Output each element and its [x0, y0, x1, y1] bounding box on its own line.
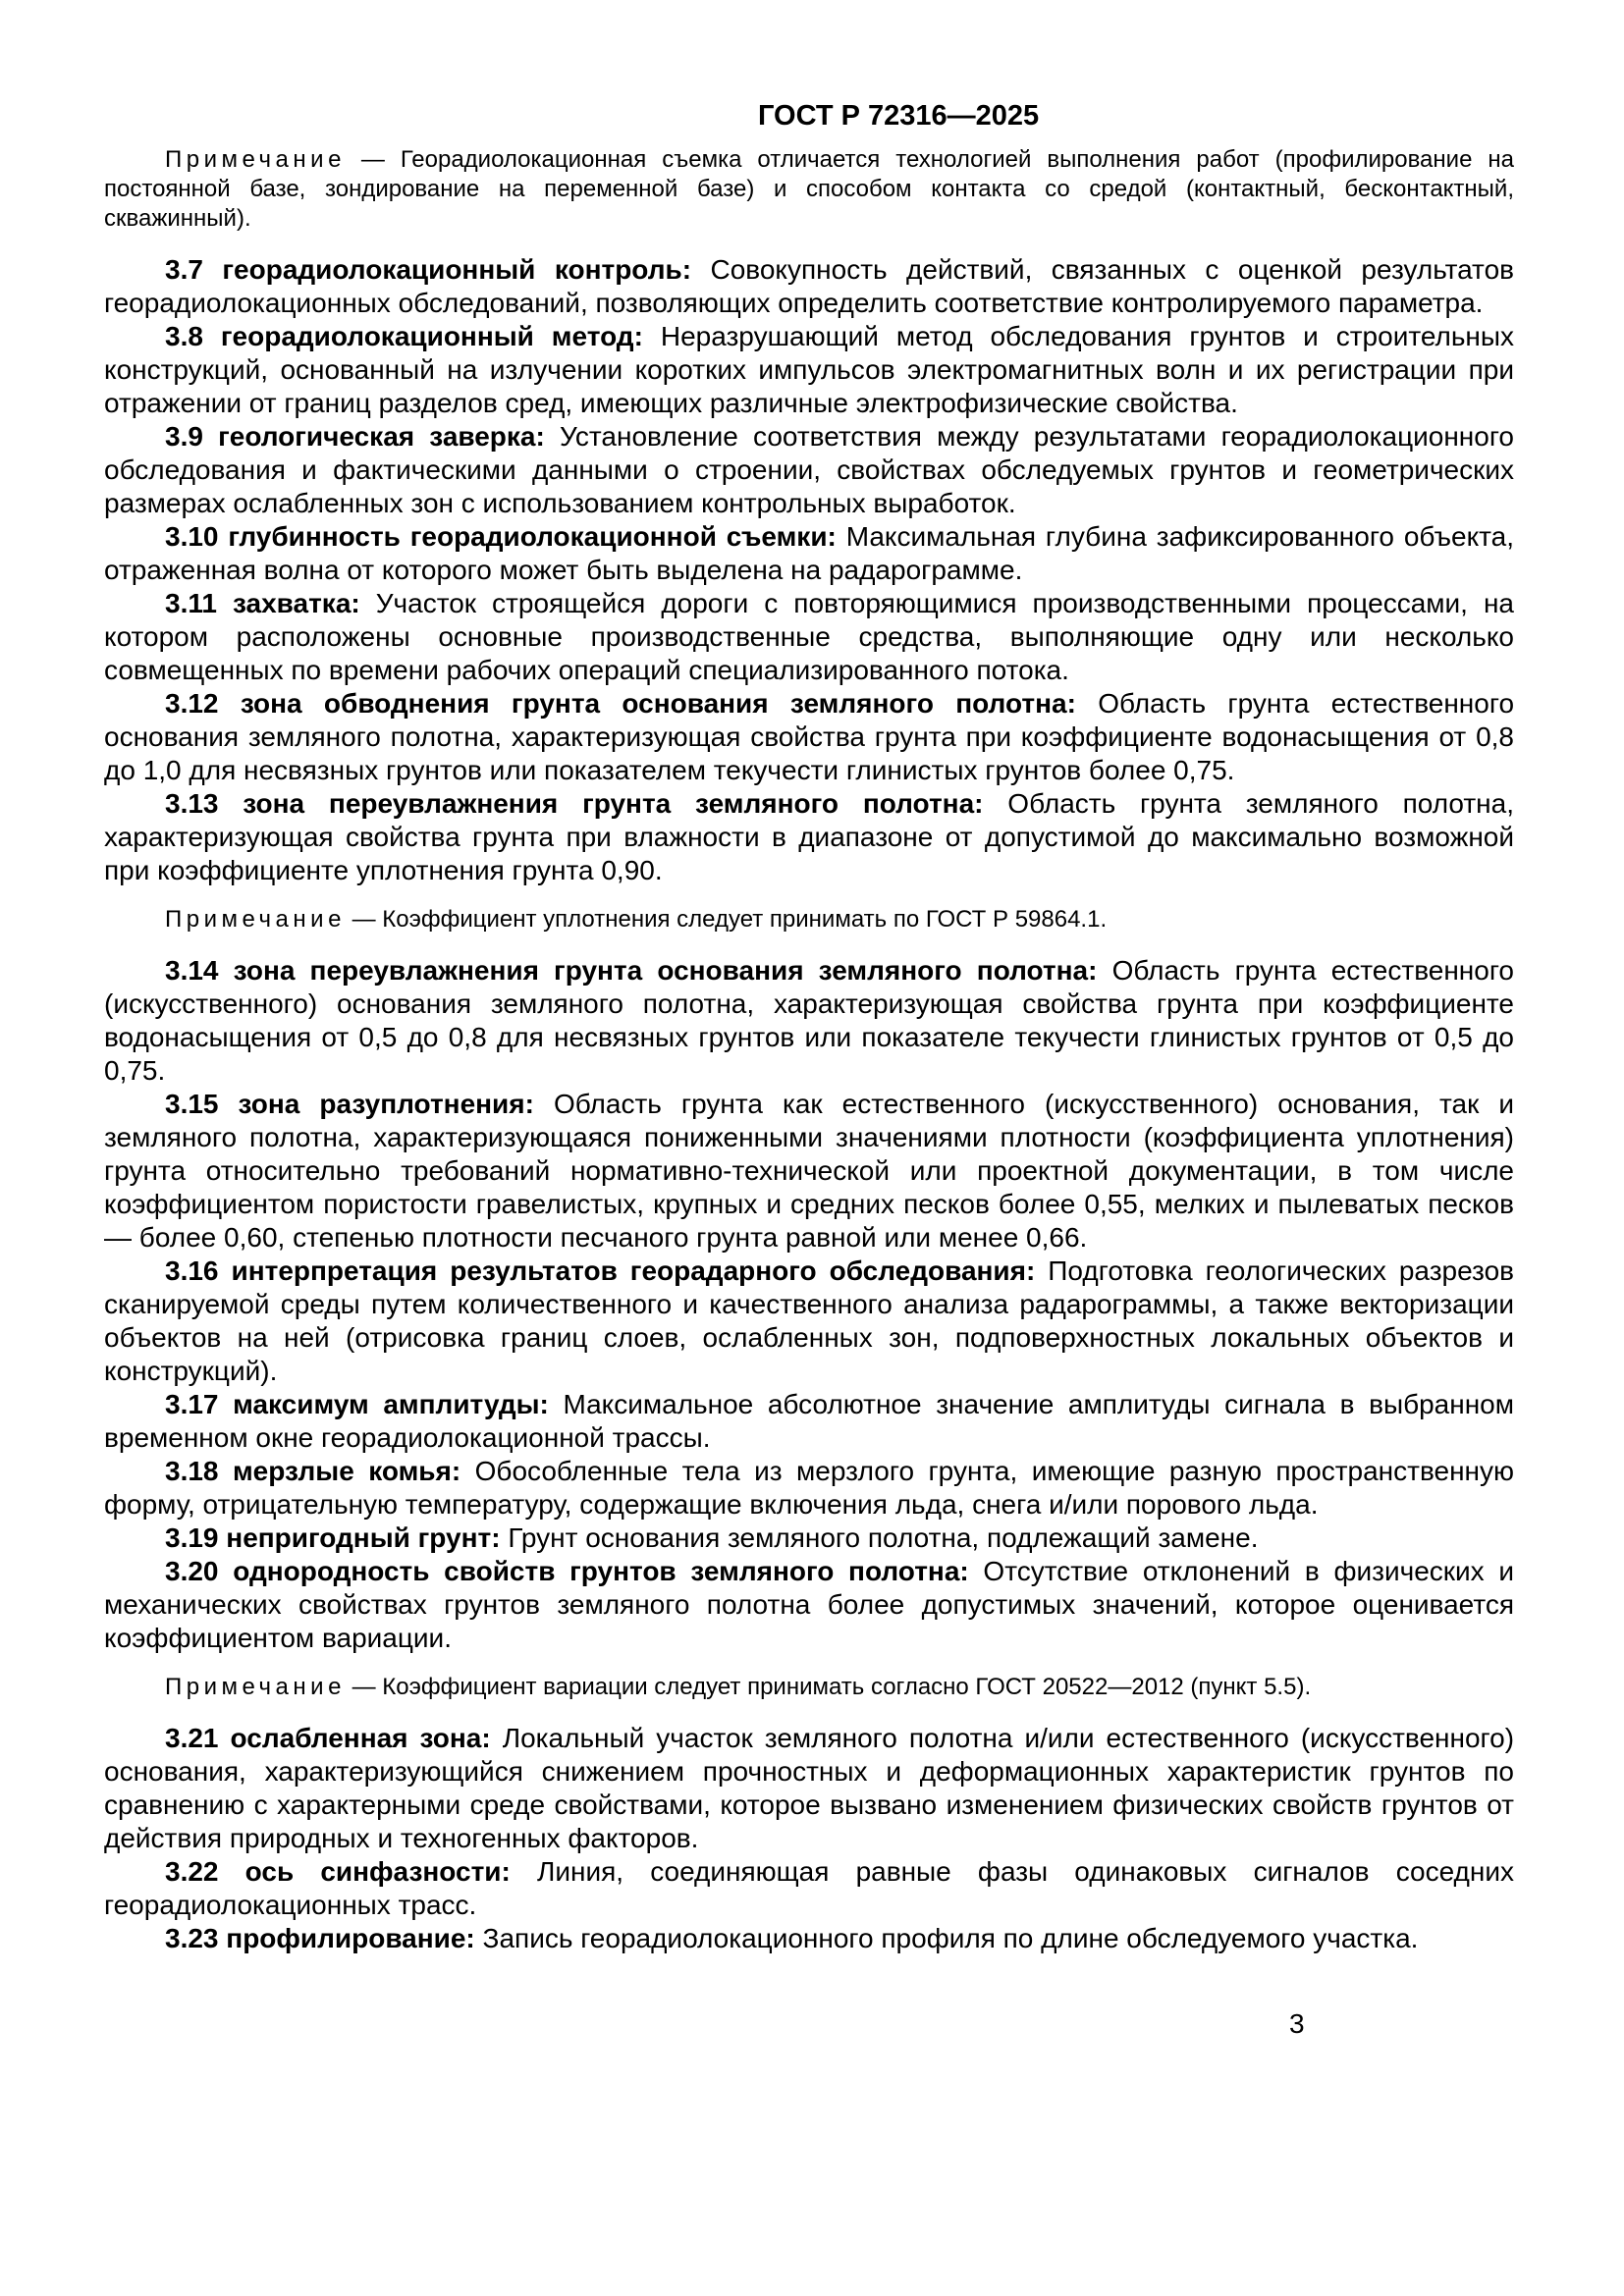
page-number: 3 [1289, 2008, 1305, 2039]
term-number: 3.7 [165, 254, 203, 285]
note-paragraph [104, 905, 1514, 934]
term-name: непригодный грунт: [226, 1522, 501, 1553]
term-definition: Область грунта естественного (искусственного) основания земляного полотна, характеризующая свойства грунта при коэффициенте водонасыщения от 0,5 до 0,8 для несвязных грунтов или показателе текучести глинистых грунтов от 0,5 до 0,75. [104, 955, 1514, 1086]
term-name: ослабленная зона: [230, 1723, 491, 1753]
note-text: — Коэффициент вариации следует принимать согласно ГОСТ 20522—2012 (пункт 5.5). [352, 1674, 1312, 1700]
term-name: зона переувлажнения грунта основания земляного полотна: [233, 955, 1098, 986]
term-name: глубинность георадиолокационной съемки: [228, 521, 837, 552]
term-paragraph [104, 1855, 1514, 1922]
term-paragraph [104, 1722, 1514, 1855]
term-paragraph [104, 1555, 1514, 1655]
term-number: 3.22 [165, 1856, 219, 1887]
term-number: 3.21 [165, 1723, 219, 1753]
term-definition: Грунт основания земляного полотна, подлежащий замене. [508, 1522, 1259, 1553]
term-number: 3.19 [165, 1522, 219, 1553]
term-number: 3.16 [165, 1255, 219, 1286]
term-paragraph [104, 520, 1514, 587]
term-definition: Область грунта естественного основания земляного полотна, характеризующая свойства грунта при коэффициенте водонасыщения от 0,8 до 1,0 для несвязных грунтов или показателем текучести глинистых грунтов более 0,75. [104, 688, 1515, 785]
note-paragraph [104, 1673, 1514, 1702]
term-number: 3.20 [165, 1556, 219, 1586]
term-paragraph [104, 1088, 1514, 1255]
term-number: 3.17 [165, 1389, 219, 1419]
term-definition: Максимальная глубина зафиксированного объекта, отраженная волна от которого может быть выделена на радарограмме. [104, 521, 1515, 585]
note-text: — Коэффициент уплотнения следует принимать по ГОСТ Р 59864.1. [352, 906, 1108, 933]
term-name: однородность свойств грунтов земляного полотна: [233, 1556, 969, 1586]
term-definition: Подготовка геологических разрезов сканируемой среды путем количественного и качественного анализа радарограммы, а также векторизации объектов на ней (отрисовка границ слоев, ослабленных зон, подповерхностных локальных объектов и конструкций). [104, 1255, 1515, 1386]
term-paragraph [104, 687, 1514, 787]
term-name: максимум амплитуды: [233, 1389, 549, 1419]
term-number: 3.18 [165, 1456, 219, 1486]
term-definition: Отсутствие отклонений в физических и механических свойствах грунтов земляного полотна более допустимых значений, которое оценивается коэффициентом вариации. [104, 1556, 1514, 1653]
term-name: зона разуплотнения: [238, 1089, 534, 1119]
term-definition: Неразрушающий метод обследования грунтов и строительных конструкций, основанный на излучении коротких импульсов электромагнитных волн и их регистрации при отражении от границ разделов сред, имеющих различные электрофизические свойства. [104, 321, 1514, 418]
note-paragraph [104, 145, 1514, 234]
term-number: 3.10 [165, 521, 219, 552]
doc-designation: ГОСТ Р 72316—2025 [758, 100, 1040, 132]
term-number: 3.23 [165, 1923, 219, 1953]
term-paragraph [104, 954, 1514, 1088]
term-number: 3.13 [165, 788, 219, 819]
term-definition: Запись георадиолокационного профиля по длине обследуемого участка. [482, 1923, 1419, 1953]
note-label: Примечание [165, 906, 346, 933]
term-paragraph [104, 787, 1514, 887]
term-name: георадиолокационный метод: [220, 321, 643, 351]
term-name: ось синфазности: [244, 1856, 511, 1887]
term-definition: Область грунта земляного полотна, характеризующая свойства грунта при влажности в диапазоне от допустимой до максимально возможной при коэффициенте уплотнения грунта 0,90. [104, 788, 1515, 885]
note-text: — Георадиолокационная съемка отличается технологией выполнения работ (профилирование на постоянной базе, зондирование на переменной базе) и способом контакта со средой (контактный, бесконтактный, скважинный). [104, 146, 1514, 232]
document-body [104, 145, 1514, 1955]
note-label: Примечание [165, 146, 346, 173]
term-paragraph [104, 1922, 1514, 1955]
term-paragraph [104, 420, 1514, 520]
term-name: профилирование: [226, 1923, 475, 1953]
term-paragraph [104, 253, 1514, 320]
term-paragraph [104, 1255, 1514, 1388]
term-definition: Максимальное абсолютное значение амплитуды сигнала в выбранном временном окне георадиолокационной трассы. [104, 1389, 1514, 1453]
term-definition: Линия, соединяющая равные фазы одинаковых сигналов соседних георадиолокационных трасс. [104, 1856, 1514, 1920]
term-definition: Установление соответствия между результатами георадиолокационного обследования и фактическими данными о строении, свойствах обследуемых грунтов и геометрических размерах ослабленных зон с использованием контрольных выработок. [104, 421, 1514, 518]
term-name: захватка: [232, 588, 360, 618]
term-name: георадиолокационный контроль: [222, 254, 692, 285]
term-name: зона обводнения грунта основания земляного полотна: [240, 688, 1076, 719]
term-number: 3.12 [165, 688, 219, 719]
note-label: Примечание [165, 1674, 346, 1700]
term-paragraph [104, 1455, 1514, 1522]
term-definition: Область грунта как естественного (искусственного) основания, так и земляного полотна, характеризующаяся пониженными значениями плотности (коэффициента уплотнения) грунта относительно требований нормативно-технической или проектной документации, в том числе коэффициентом пористости гравелистых, крупных и средних песков более 0,55, мелких и пылеватых песков — более 0,60, степенью плотности песчаного грунта равной или менее 0,66. [104, 1089, 1515, 1253]
term-number: 3.9 [165, 421, 203, 452]
term-definition: Совокупность действий, связанных с оценкой результатов георадиолокационных обследований, позволяющих определить соответствие контролируемого параметра. [104, 254, 1515, 318]
term-name: зона переувлажнения грунта земляного полотна: [243, 788, 984, 819]
term-number: 3.8 [165, 321, 203, 351]
term-definition: Участок строящейся дороги с повторяющимися производственными процессами, на котором расположены основные производственные средства, выполняющие одну или несколько совмещенных по времени рабочих операций специализированного потока. [104, 588, 1515, 685]
term-name: интерпретация результатов георадарного обследования: [231, 1255, 1036, 1286]
term-number: 3.15 [165, 1089, 219, 1119]
term-paragraph [104, 320, 1514, 420]
term-paragraph [104, 1388, 1514, 1455]
term-definition: Обособленные тела из мерзлого грунта, имеющие разную пространственную форму, отрицательную температуру, содержащие включения льда, снега и/или порового льда. [104, 1456, 1515, 1520]
term-definition: Локальный участок земляного полотна и/или естественного (искусственного) основания, характеризующийся снижением прочностных и деформационных характеристик грунтов по сравнению с характерными среде свойствами, которое вызвано изменением физических свойств грунтов от действия природных и техногенных факторов. [104, 1723, 1515, 1853]
term-name: мерзлые комья: [232, 1456, 461, 1486]
term-paragraph [104, 587, 1514, 687]
term-paragraph [104, 1522, 1514, 1555]
term-number: 3.14 [165, 955, 219, 986]
term-name: геологическая заверка: [218, 421, 545, 452]
term-number: 3.11 [165, 588, 217, 618]
